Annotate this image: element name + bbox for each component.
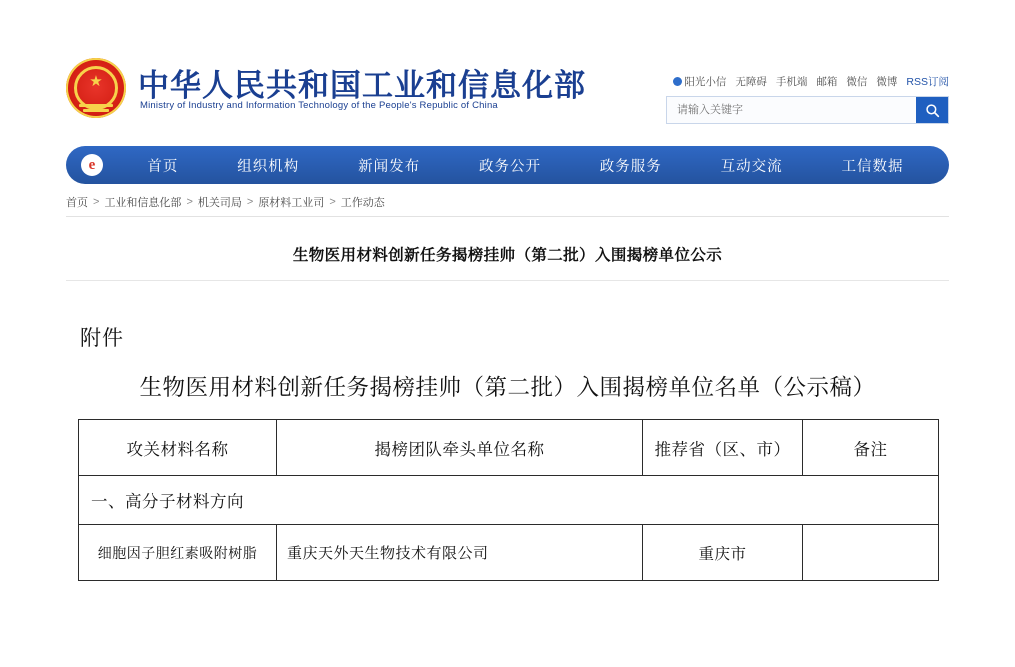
search-icon bbox=[925, 103, 940, 118]
utility-link-mobile[interactable]: 手机端 bbox=[775, 75, 808, 88]
title-divider bbox=[66, 280, 949, 281]
table-header-material: 攻关材料名称 bbox=[79, 420, 277, 476]
utility-link-rss[interactable]: RSS订阅 bbox=[906, 75, 949, 88]
nav-item-organization[interactable]: 组织机构 bbox=[237, 158, 300, 175]
breadcrumb-item-departments[interactable]: 机关司局 bbox=[197, 197, 242, 209]
nav-item-government-affairs[interactable]: 政务公开 bbox=[478, 158, 541, 175]
utility-link-sunshine[interactable] bbox=[673, 74, 726, 89]
nav-logo-icon bbox=[66, 154, 118, 176]
utility-link-wechat[interactable]: 微信 bbox=[846, 75, 868, 88]
candidate-units-table bbox=[78, 419, 939, 581]
breadcrumb-separator: > bbox=[246, 196, 254, 208]
nav-item-home[interactable]: 首页 bbox=[147, 158, 179, 175]
table-section-label: 一、高分子材料方向 bbox=[79, 476, 939, 525]
site-header bbox=[66, 44, 949, 138]
table-header-remark: 备注 bbox=[803, 420, 939, 476]
cell-province: 重庆市 bbox=[643, 525, 803, 581]
site-title-en: Ministry of Industry and Information Technology of the People's Republic of China bbox=[140, 100, 498, 111]
breadcrumb-item-raw-materials[interactable]: 原材料工业司 bbox=[258, 197, 325, 209]
main-nav bbox=[66, 146, 949, 184]
breadcrumb-item-work-updates[interactable]: 工作动态 bbox=[340, 197, 385, 209]
breadcrumb-separator: > bbox=[186, 196, 193, 208]
breadcrumb bbox=[66, 194, 385, 210]
search-button[interactable] bbox=[916, 97, 948, 123]
national-emblem-icon: ★ bbox=[66, 58, 128, 120]
breadcrumb-separator: > bbox=[93, 196, 100, 208]
breadcrumb-item-home[interactable]: 首页 bbox=[66, 197, 88, 209]
table-header-unit: 揭榜团队牵头单位名称 bbox=[277, 420, 643, 476]
utility-link-weibo[interactable]: 微博 bbox=[876, 75, 898, 88]
utility-link-accessibility[interactable]: 无障碍 bbox=[735, 75, 767, 88]
breadcrumb-separator: > bbox=[329, 196, 336, 208]
nav-item-data[interactable]: 工信数据 bbox=[841, 158, 904, 175]
sunshine-dot-icon bbox=[673, 77, 682, 86]
cell-unit: 重庆天外天生物技术有限公司 bbox=[277, 525, 643, 581]
header-divider bbox=[66, 216, 949, 217]
nav-item-news[interactable]: 新闻发布 bbox=[358, 158, 421, 175]
attachment-title: 生物医用材料创新任务揭榜挂帅（第二批）入围揭榜单位名单（公示稿） bbox=[139, 375, 876, 400]
search-input[interactable] bbox=[667, 96, 916, 124]
page-title: 生物医用材料创新任务揭榜挂帅（第二批）入围揭榜单位公示 bbox=[292, 247, 723, 264]
table-header-row bbox=[79, 420, 939, 476]
attachment-label: 附件 bbox=[80, 327, 124, 350]
cell-material: 细胞因子胆红素吸附树脂 bbox=[79, 525, 277, 581]
utility-links bbox=[673, 71, 949, 91]
nav-items bbox=[118, 155, 949, 176]
breadcrumb-item-ministry[interactable]: 工业和信息化部 bbox=[104, 197, 182, 209]
cell-remark bbox=[803, 525, 939, 581]
search-box bbox=[666, 96, 949, 124]
site-title-cn: 中华人民共和国工业和信息化部 bbox=[138, 68, 586, 103]
table-section-row bbox=[79, 476, 939, 525]
utility-link-mail[interactable]: 邮箱 bbox=[816, 75, 838, 88]
nav-logo-letter: e bbox=[81, 154, 103, 176]
table-row bbox=[79, 525, 939, 581]
nav-item-interaction[interactable]: 互动交流 bbox=[720, 158, 783, 175]
table-header-province: 推荐省（区、市） bbox=[643, 420, 803, 476]
nav-item-government-services[interactable]: 政务服务 bbox=[599, 158, 662, 175]
utility-link-label: 阳光小信 bbox=[684, 75, 727, 88]
